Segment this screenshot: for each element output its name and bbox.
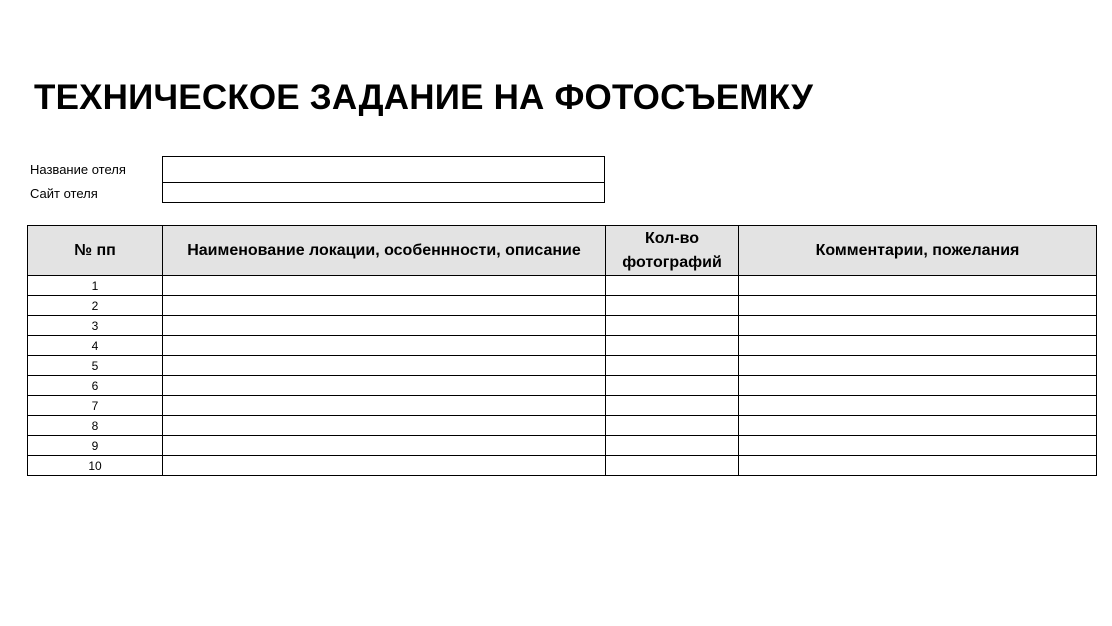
- table-row: [28, 416, 1097, 436]
- table-row: [28, 296, 1097, 316]
- table-row: [28, 276, 1097, 296]
- photo-count-cell[interactable]: [606, 356, 739, 376]
- comments-cell[interactable]: [739, 336, 1097, 356]
- row-number: 4: [28, 336, 163, 356]
- hotel-name-label: Название отеля: [30, 162, 126, 177]
- row-number: 9: [28, 436, 163, 456]
- comments-cell[interactable]: [739, 416, 1097, 436]
- table-row: [28, 376, 1097, 396]
- comments-cell[interactable]: [739, 276, 1097, 296]
- row-number: 8: [28, 416, 163, 436]
- location-cell[interactable]: [163, 276, 606, 296]
- location-cell[interactable]: [163, 436, 606, 456]
- table-row: [28, 336, 1097, 356]
- row-number: 1: [28, 276, 163, 296]
- col-header-number: № пп: [28, 226, 163, 276]
- row-number: 7: [28, 396, 163, 416]
- comments-cell[interactable]: [739, 396, 1097, 416]
- col-header-comments: Комментарии, пожелания: [739, 226, 1097, 276]
- photo-count-cell[interactable]: [606, 416, 739, 436]
- row-number: 5: [28, 356, 163, 376]
- photo-count-cell[interactable]: [606, 436, 739, 456]
- row-number: 6: [28, 376, 163, 396]
- table-row: [28, 316, 1097, 336]
- photo-count-cell[interactable]: [606, 296, 739, 316]
- col-header-photo-count: Кол-во фотографий: [606, 226, 739, 276]
- location-cell[interactable]: [163, 416, 606, 436]
- table-body: [28, 276, 1097, 476]
- photo-shoot-table: [27, 225, 1097, 476]
- table-row: [28, 396, 1097, 416]
- location-cell[interactable]: [163, 296, 606, 316]
- comments-cell[interactable]: [739, 296, 1097, 316]
- row-number: 3: [28, 316, 163, 336]
- row-number: 2: [28, 296, 163, 316]
- photo-count-cell[interactable]: [606, 316, 739, 336]
- comments-cell[interactable]: [739, 456, 1097, 476]
- photo-count-cell[interactable]: [606, 276, 739, 296]
- comments-cell[interactable]: [739, 436, 1097, 456]
- comments-cell[interactable]: [739, 316, 1097, 336]
- hotel-site-label: Сайт отеля: [30, 186, 98, 201]
- location-cell[interactable]: [163, 396, 606, 416]
- hotel-name-field[interactable]: [162, 156, 605, 183]
- location-cell[interactable]: [163, 376, 606, 396]
- comments-cell[interactable]: [739, 376, 1097, 396]
- location-cell[interactable]: [163, 336, 606, 356]
- document-title: ТЕХНИЧЕСКОЕ ЗАДАНИЕ НА ФОТОСЪЕМКУ: [34, 78, 814, 117]
- photo-count-cell[interactable]: [606, 376, 739, 396]
- location-cell[interactable]: [163, 316, 606, 336]
- table-row: [28, 456, 1097, 476]
- photo-count-cell[interactable]: [606, 396, 739, 416]
- location-cell[interactable]: [163, 456, 606, 476]
- photo-count-cell[interactable]: [606, 336, 739, 356]
- location-cell[interactable]: [163, 356, 606, 376]
- table-row: [28, 436, 1097, 456]
- photo-count-cell[interactable]: [606, 456, 739, 476]
- row-number: 10: [28, 456, 163, 476]
- table-row: [28, 356, 1097, 376]
- hotel-site-field[interactable]: [162, 182, 605, 203]
- col-header-location: Наименование локации, особеннности, описание: [163, 226, 606, 276]
- comments-cell[interactable]: [739, 356, 1097, 376]
- table-header-row: [28, 226, 1097, 276]
